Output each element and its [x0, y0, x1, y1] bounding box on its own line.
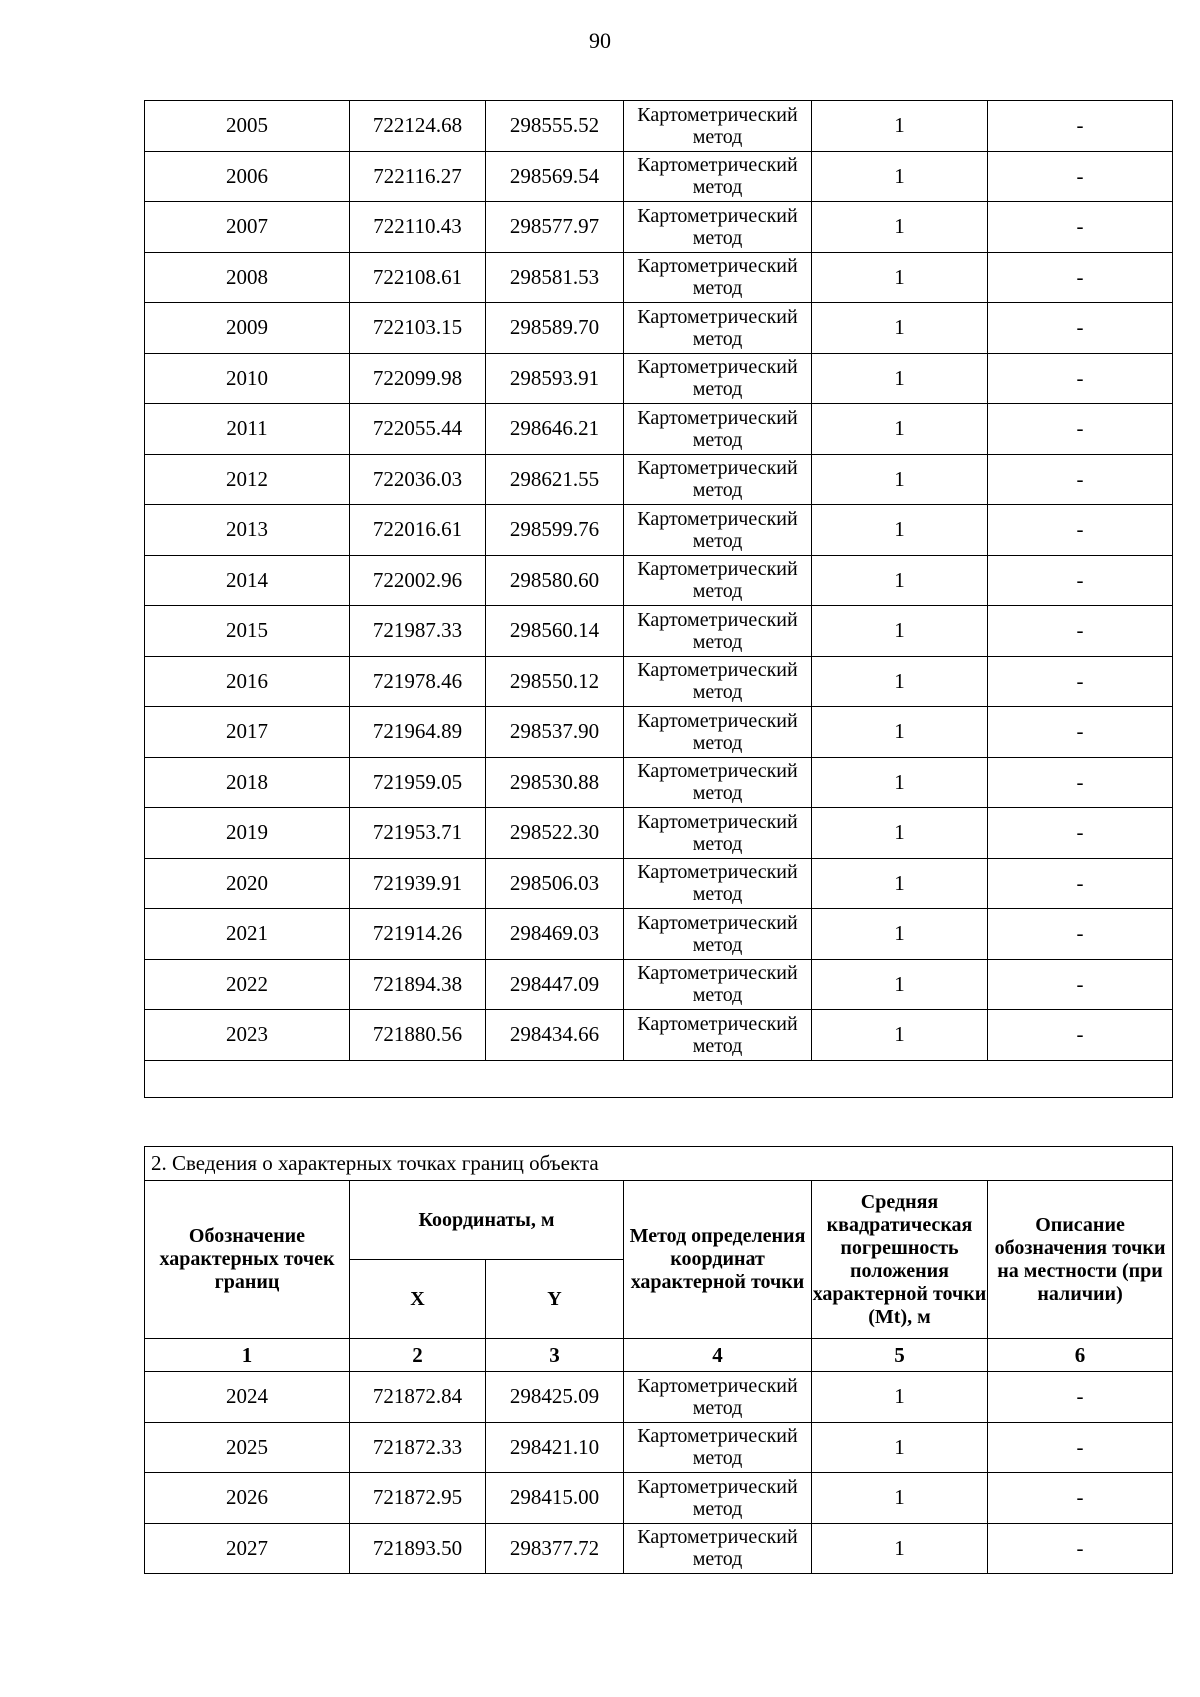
boundary-points-table-body [145, 1372, 1173, 1574]
method-cell: Картометрический метод [624, 1372, 812, 1423]
method-cell: Картометрический метод [624, 151, 812, 202]
table-row [145, 959, 1173, 1010]
table-row [145, 101, 1173, 152]
table-row [145, 1422, 1173, 1473]
point-id-cell: 2013 [145, 505, 350, 556]
description-cell: - [988, 959, 1173, 1010]
point-id-cell: 2008 [145, 252, 350, 303]
y-cell: 298434.66 [486, 1010, 624, 1061]
method-cell: Картометрический метод [624, 252, 812, 303]
table-row [145, 555, 1173, 606]
y-cell: 298447.09 [486, 959, 624, 1010]
header-x: X [350, 1260, 486, 1339]
table-row [145, 151, 1173, 202]
x-cell: 721880.56 [350, 1010, 486, 1061]
description-cell: - [988, 1422, 1173, 1473]
table-row [145, 757, 1173, 808]
point-id-cell: 2007 [145, 202, 350, 253]
x-cell: 722116.27 [350, 151, 486, 202]
coordinates-table-body [145, 101, 1173, 1061]
method-cell: Картометрический метод [624, 606, 812, 657]
y-cell: 298425.09 [486, 1372, 624, 1423]
accuracy-cell: 1 [812, 959, 988, 1010]
y-cell: 298560.14 [486, 606, 624, 657]
y-cell: 298415.00 [486, 1473, 624, 1524]
accuracy-cell: 1 [812, 858, 988, 909]
y-cell: 298646.21 [486, 404, 624, 455]
accuracy-cell: 1 [812, 151, 988, 202]
method-cell: Картометрический метод [624, 555, 812, 606]
y-cell: 298580.60 [486, 555, 624, 606]
method-cell: Картометрический метод [624, 202, 812, 253]
point-id-cell: 2022 [145, 959, 350, 1010]
method-cell: Картометрический метод [624, 707, 812, 758]
y-cell: 298555.52 [486, 101, 624, 152]
description-cell: - [988, 404, 1173, 455]
point-id-cell: 2006 [145, 151, 350, 202]
y-cell: 298599.76 [486, 505, 624, 556]
y-cell: 298589.70 [486, 303, 624, 354]
y-cell: 298593.91 [486, 353, 624, 404]
header-accuracy: Средняя квадратическая погрешность положения характерной точки (Mt), м [812, 1181, 988, 1339]
point-id-cell: 2016 [145, 656, 350, 707]
accuracy-cell: 1 [812, 1473, 988, 1524]
y-cell: 298577.97 [486, 202, 624, 253]
table-row [145, 808, 1173, 859]
accuracy-cell: 1 [812, 656, 988, 707]
description-cell: - [988, 757, 1173, 808]
accuracy-cell: 1 [812, 1523, 988, 1574]
x-cell: 721939.91 [350, 858, 486, 909]
point-id-cell: 2024 [145, 1372, 350, 1423]
page-number: 90 [589, 28, 611, 53]
method-cell: Картометрический метод [624, 505, 812, 556]
description-cell: - [988, 656, 1173, 707]
point-id-cell: 2010 [145, 353, 350, 404]
table-row [145, 606, 1173, 657]
column-number-3: 3 [486, 1339, 624, 1372]
x-cell: 721872.33 [350, 1422, 486, 1473]
y-cell: 298537.90 [486, 707, 624, 758]
point-id-cell: 2015 [145, 606, 350, 657]
table-row [145, 1473, 1173, 1524]
y-cell: 298530.88 [486, 757, 624, 808]
table-row [145, 656, 1173, 707]
description-cell: - [988, 303, 1173, 354]
table-row [145, 353, 1173, 404]
y-cell: 298506.03 [486, 858, 624, 909]
x-cell: 722124.68 [350, 101, 486, 152]
accuracy-cell: 1 [812, 555, 988, 606]
header-point-designation: Обозначение характерных точек границ [145, 1181, 350, 1339]
method-cell: Картометрический метод [624, 353, 812, 404]
coordinates-table-continued [144, 100, 1173, 1098]
accuracy-cell: 1 [812, 606, 988, 657]
description-cell: - [988, 252, 1173, 303]
y-cell: 298621.55 [486, 454, 624, 505]
header-y: Y [486, 1260, 624, 1339]
y-cell: 298377.72 [486, 1523, 624, 1574]
description-cell: - [988, 454, 1173, 505]
x-cell: 721959.05 [350, 757, 486, 808]
x-cell: 722002.96 [350, 555, 486, 606]
table-row [145, 909, 1173, 960]
accuracy-cell: 1 [812, 454, 988, 505]
x-cell: 721964.89 [350, 707, 486, 758]
method-cell: Картометрический метод [624, 909, 812, 960]
x-cell: 721872.84 [350, 1372, 486, 1423]
description-cell: - [988, 1372, 1173, 1423]
accuracy-cell: 1 [812, 1372, 988, 1423]
empty-cell [145, 1060, 1173, 1097]
method-cell: Картометрический метод [624, 1473, 812, 1524]
accuracy-cell: 1 [812, 303, 988, 354]
point-id-cell: 2011 [145, 404, 350, 455]
description-cell: - [988, 707, 1173, 758]
y-cell: 298522.30 [486, 808, 624, 859]
x-cell: 721987.33 [350, 606, 486, 657]
y-cell: 298581.53 [486, 252, 624, 303]
point-id-cell: 2012 [145, 454, 350, 505]
header-method: Метод определения координат характерной точки [624, 1181, 812, 1339]
x-cell: 721953.71 [350, 808, 486, 859]
accuracy-cell: 1 [812, 353, 988, 404]
point-id-cell: 2026 [145, 1473, 350, 1524]
table-row [145, 303, 1173, 354]
description-cell: - [988, 808, 1173, 859]
table-row [145, 404, 1173, 455]
x-cell: 722103.15 [350, 303, 486, 354]
accuracy-cell: 1 [812, 202, 988, 253]
header-coordinates: Координаты, м [350, 1181, 624, 1260]
method-cell: Картометрический метод [624, 959, 812, 1010]
accuracy-cell: 1 [812, 909, 988, 960]
column-number-5: 5 [812, 1339, 988, 1372]
x-cell: 722108.61 [350, 252, 486, 303]
y-cell: 298569.54 [486, 151, 624, 202]
point-id-cell: 2021 [145, 909, 350, 960]
description-cell: - [988, 1473, 1173, 1524]
table-row [145, 1523, 1173, 1574]
x-cell: 722036.03 [350, 454, 486, 505]
method-cell: Картометрический метод [624, 808, 812, 859]
point-id-cell: 2005 [145, 101, 350, 152]
method-cell: Картометрический метод [624, 757, 812, 808]
point-id-cell: 2020 [145, 858, 350, 909]
method-cell: Картометрический метод [624, 1010, 812, 1061]
description-cell: - [988, 353, 1173, 404]
method-cell: Картометрический метод [624, 303, 812, 354]
x-cell: 721894.38 [350, 959, 486, 1010]
empty-row [145, 1060, 1173, 1097]
method-cell: Картометрический метод [624, 404, 812, 455]
description-cell: - [988, 1523, 1173, 1574]
point-id-cell: 2019 [145, 808, 350, 859]
x-cell: 721893.50 [350, 1523, 486, 1574]
accuracy-cell: 1 [812, 404, 988, 455]
x-cell: 721914.26 [350, 909, 486, 960]
method-cell: Картометрический метод [624, 101, 812, 152]
method-cell: Картометрический метод [624, 454, 812, 505]
x-cell: 721978.46 [350, 656, 486, 707]
point-id-cell: 2017 [145, 707, 350, 758]
y-cell: 298421.10 [486, 1422, 624, 1473]
table-row [145, 707, 1173, 758]
description-cell: - [988, 909, 1173, 960]
y-cell: 298550.12 [486, 656, 624, 707]
description-cell: - [988, 606, 1173, 657]
table-row [145, 252, 1173, 303]
x-cell: 722016.61 [350, 505, 486, 556]
method-cell: Картометрический метод [624, 1523, 812, 1574]
accuracy-cell: 1 [812, 101, 988, 152]
table-row [145, 454, 1173, 505]
method-cell: Картометрический метод [624, 656, 812, 707]
x-cell: 722055.44 [350, 404, 486, 455]
point-id-cell: 2027 [145, 1523, 350, 1574]
accuracy-cell: 1 [812, 252, 988, 303]
x-cell: 721872.95 [350, 1473, 486, 1524]
point-id-cell: 2018 [145, 757, 350, 808]
description-cell: - [988, 505, 1173, 556]
x-cell: 722099.98 [350, 353, 486, 404]
point-id-cell: 2009 [145, 303, 350, 354]
point-id-cell: 2025 [145, 1422, 350, 1473]
point-id-cell: 2023 [145, 1010, 350, 1061]
table-row [145, 505, 1173, 556]
column-number-6: 6 [988, 1339, 1173, 1372]
method-cell: Картометрический метод [624, 1422, 812, 1473]
accuracy-cell: 1 [812, 808, 988, 859]
column-number-1: 1 [145, 1339, 350, 1372]
point-id-cell: 2014 [145, 555, 350, 606]
description-cell: - [988, 151, 1173, 202]
x-cell: 722110.43 [350, 202, 486, 253]
description-cell: - [988, 858, 1173, 909]
method-cell: Картометрический метод [624, 858, 812, 909]
accuracy-cell: 1 [812, 1010, 988, 1061]
accuracy-cell: 1 [812, 757, 988, 808]
header-description: Описание обозначения точки на местности (при наличии) [988, 1181, 1173, 1339]
description-cell: - [988, 101, 1173, 152]
accuracy-cell: 1 [812, 1422, 988, 1473]
table-caption: 2. Сведения о характерных точках границ объекта [145, 1147, 1173, 1181]
description-cell: - [988, 202, 1173, 253]
table-row [145, 1372, 1173, 1423]
column-number-4: 4 [624, 1339, 812, 1372]
table-row [145, 858, 1173, 909]
column-number-2: 2 [350, 1339, 486, 1372]
table-row [145, 1010, 1173, 1061]
description-cell: - [988, 555, 1173, 606]
accuracy-cell: 1 [812, 707, 988, 758]
table-row [145, 202, 1173, 253]
description-cell: - [988, 1010, 1173, 1061]
y-cell: 298469.03 [486, 909, 624, 960]
boundary-points-table [144, 1146, 1173, 1574]
accuracy-cell: 1 [812, 505, 988, 556]
